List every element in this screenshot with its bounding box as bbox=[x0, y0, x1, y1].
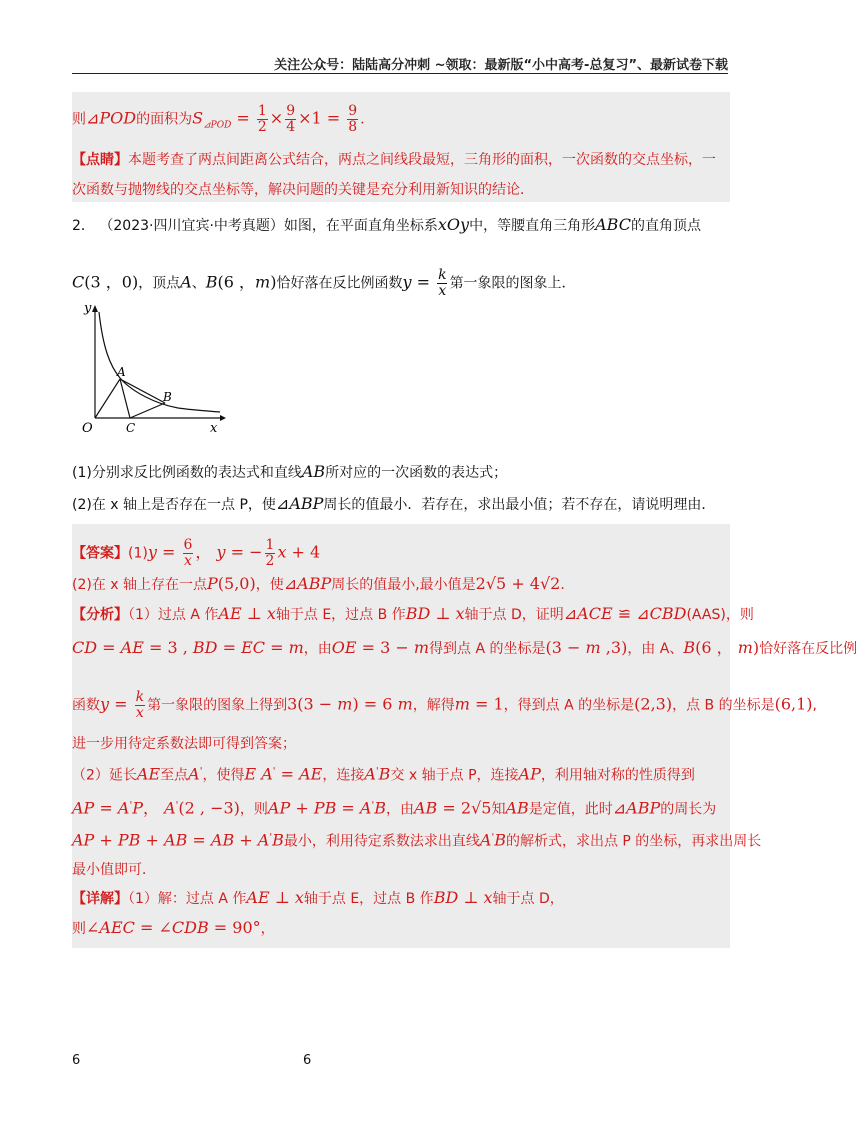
xiangjie-line-1: 【详解】（1）解：过点 A 作AE ⊥ x轴于点 E，过点 B 作BD ⊥ x轴于点 D， bbox=[72, 888, 564, 907]
pod-area-line: 则⊿POD的面积为$S_{⊿POD}$ = $\frac{1}{2}$ × $\frac{9}{4}$ ×1 = $\frac{9}{8}$ ． bbox=[72, 103, 375, 135]
x-axis-arrow bbox=[220, 415, 226, 421]
fenxi-line-6: AP = A'P， A'(2 , −3)，则AP + PB = A'B，由AB = 2√5知AB是定值，此时⊿ABP的周长为 bbox=[72, 798, 717, 818]
answer-line-2: (2)在 x 轴上存在一点P(5,0)，使⊿ABP周长的值最小,最小值是2√5 + 4√2. bbox=[72, 574, 565, 593]
fenxi-line-5: （2）延长AE至点A'，使得E A' = AE，连接A'B交 x 轴于点 P，连接AP，利用轴对称的性质得到 bbox=[72, 764, 695, 784]
footer-page-center: 6 bbox=[303, 1053, 312, 1068]
answer-line-1: 【答案】(1)y = $\frac{6}{x}$ ， y = − $\frac{1}{2}$ x + 4 bbox=[72, 537, 321, 569]
point-a-label: A bbox=[117, 365, 126, 379]
footer-page-left: 6 bbox=[72, 1053, 81, 1068]
sub-question-1: (1)分别求反比例函数的表达式和直线AB所对应的一次函数的表达式； bbox=[72, 462, 508, 481]
function-graph bbox=[70, 300, 230, 440]
fenxi-line-2: CD = AE = 3 , BD = EC = m，由OE = 3 − m得到点 A 的坐标是(3 − m ,3)，由 A、B(6 ， m)恰好落在反比例 bbox=[72, 638, 857, 657]
dianjing-line-2: 次函数与抛物线的交点坐标等，解决问题的关键是充分利用新知识的结论． bbox=[72, 182, 534, 198]
segment-OA bbox=[95, 379, 120, 418]
fenxi-line-7: AP + PB + AB = AB + A'B最小，利用待定系数法求出直线A'B的解析式，求出点 P 的坐标，再求出周长 bbox=[72, 830, 762, 850]
segment-AB bbox=[120, 379, 165, 403]
segment-AC bbox=[120, 379, 130, 418]
hyperbola-curve bbox=[99, 312, 220, 412]
page-header: 关注公众号：陆陆高分冲刺 ~领取：最新版“小中高考-总复习”、最新试卷下载 bbox=[274, 58, 728, 73]
fenxi-line-3: 函数y = $\frac{k}{x}$ 第一象限的图象上得到3(3 − m) = 6 m，解得m = 1，得到点 A 的坐标是(2,3)，点 B 的坐标是(6,1), bbox=[72, 689, 817, 721]
xiangjie-line-2: 则∠AEC = ∠CDB = 90°， bbox=[72, 918, 275, 937]
y-axis-arrow bbox=[92, 305, 98, 312]
fenxi-line-8: 最小值即可． bbox=[72, 862, 156, 878]
segment-CB bbox=[130, 403, 165, 418]
x-label: x bbox=[210, 421, 218, 436]
fenxi-line-1: 【分析】（1）过点 A 作AE ⊥ x轴于点 E，过点 B 作BD ⊥ x轴于点 D，证明⊿ACE ≌ ⊿CBD(AAS)，则 bbox=[72, 604, 754, 623]
point-b-label: B bbox=[163, 390, 172, 404]
y-label: y bbox=[84, 301, 92, 316]
question-2-line-1: 2． （2023·四川宜宾·中考真题）如图，在平面直角坐标系xOy中，等腰直角三角形ABC的直角顶点 bbox=[72, 215, 701, 234]
dianjing-line-1: 【点睛】本题考查了两点间距离公式结合，两点之间线段最短，三角形的面积，一次函数的交点坐标，一 bbox=[72, 152, 716, 168]
header-rule bbox=[72, 73, 728, 74]
question-2-line-2: C(3 ，0)，顶点A、B(6 ，m)恰好落在反比例函数y = $\frac{k}{x}$ 第一象限的图象上． bbox=[72, 267, 576, 299]
sub-question-2: (2)在 x 轴上是否存在一点 P，使⊿ABP周长的值最小．若存在，求出最小值；若不存在，请说明理由． bbox=[72, 494, 716, 513]
fenxi-line-4: 进一步用待定系数法即可得到答案； bbox=[72, 736, 296, 752]
point-c-label: C bbox=[126, 421, 136, 435]
origin-label: O bbox=[82, 421, 93, 436]
